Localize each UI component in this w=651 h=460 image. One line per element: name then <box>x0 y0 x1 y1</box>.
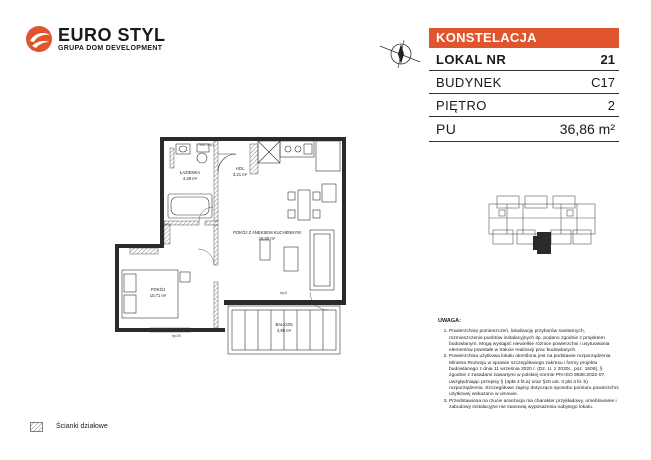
sill-height-mark: hp=0 <box>280 291 288 295</box>
info-label: BUDYNEK <box>436 75 502 90</box>
hatch-swatch-icon <box>30 422 43 432</box>
project-name: KONSTELACJA <box>429 28 619 48</box>
compass-icon <box>378 36 422 72</box>
room-area-hall: 3,21 m² <box>232 172 248 177</box>
info-label: PIĘTRO <box>436 98 487 113</box>
notes-title: UWAGA: <box>438 318 461 324</box>
room-name-bedroom: POKÓJ <box>150 287 166 292</box>
room-name-bath: ŁAZIENKA <box>179 170 201 175</box>
info-label: LOKAL NR <box>436 52 507 67</box>
info-value: 36,86 m² <box>559 121 615 137</box>
room-area-bedroom: 10,71 m² <box>149 293 167 298</box>
room-area-balcony: 4,95 m² <box>276 328 292 333</box>
highlighted-unit <box>537 232 551 254</box>
note-item: 3. Przedstawiona na rzucie aranżacja ma charakter przykładowy, umeblowanie i zabudowy instalacyjne nie stanowią wyposażenia nabytego lokalu. <box>449 399 619 412</box>
room-name-hall: HOL <box>235 166 245 171</box>
room-name-living: POKÓJ Z ANEKSEM KUCHENNYM <box>233 230 301 235</box>
building-key-plan <box>487 190 597 260</box>
info-value: C17 <box>591 75 615 90</box>
room-area-living: 18,80 m² <box>258 236 276 241</box>
info-value: 2 <box>607 98 615 113</box>
sill-height-mark: hp=20 <box>172 334 181 338</box>
info-label: PU <box>436 121 457 137</box>
floor-plan <box>110 132 360 360</box>
brand-name: EURO STYL <box>58 25 166 45</box>
logo <box>24 24 166 56</box>
brand-tagline: GRUPA DOM DEVELOPMENT <box>58 45 163 52</box>
note-item: 1. Powierzchnię pomieszczeń, lokalizację przyborów sanitarnych, rozmieszczenie punktów instalacyjnych itp. podano zgodnie z projektem budowlanym. Mogą wystąpić niewielkie różnice powierzchni i usytuowania elementów powstałe w trakcie realizacji prac budowlanych. <box>449 329 619 354</box>
notes-section <box>429 318 619 411</box>
info-row-building <box>429 71 619 94</box>
apartment-info-panel <box>429 28 619 142</box>
info-row-area <box>429 117 619 142</box>
info-row-floor <box>429 94 619 117</box>
room-area-bath: 4,48 m² <box>182 176 198 181</box>
info-value: 21 <box>600 52 615 67</box>
note-item: 2. Powierzchnia użytkowa lokalu określona jest na podstawie rozporządzenia Ministra Rozwoju w sprawie szczegółowego zakresu i formy projektu budowlanego z dnia 11 września 2020 r. (Dz. U. z 2020r., poz. 1609), § zgodnie z zasadami zawartymi w polskiej normie PN-ISO 9836:2022-07, uwzględniając przepisy § (4pkt 4 lit.a) oraz §20 ust. 3 pkt 4 lit. b) rozporządzenia. Szczegółowe zapisy dotyczące sposobu pomiaru powierzchni użytkowej wskazano w umowie. <box>449 354 619 398</box>
euro-styl-logo-icon <box>24 24 54 54</box>
info-row-unit <box>429 48 619 71</box>
fixture-label: TRM: 0(W) <box>198 143 214 147</box>
room-name-balcony: BALKON <box>275 322 293 327</box>
legend-label: Ścianki działowe <box>56 423 108 430</box>
